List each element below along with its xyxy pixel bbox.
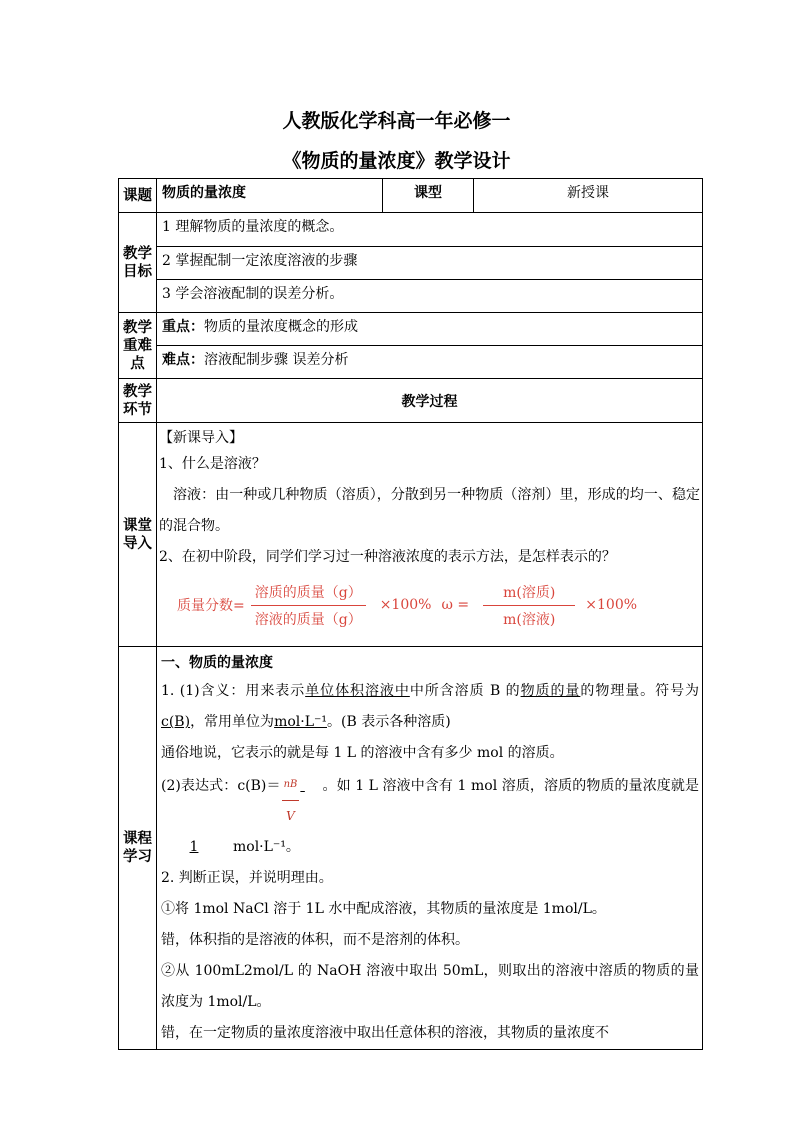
study-label bbox=[119, 647, 157, 1050]
definition-text-c: 的物理量。符号为 bbox=[580, 683, 700, 699]
plain-explanation: 通俗地说，它表示的就是每 1 L 的溶液中含有多少 mol 的溶质。 bbox=[161, 745, 564, 761]
intro-tag: 【新课导入】 bbox=[159, 430, 243, 446]
section-title: 一、物质的量浓度 bbox=[161, 655, 273, 671]
definition-text-d: ，常用单位为 bbox=[190, 714, 275, 730]
blank-value-one: 1 bbox=[189, 839, 199, 855]
difficulty-cell bbox=[157, 346, 703, 379]
document-subtitle: 《物质的量浓度》教学设计 bbox=[282, 150, 511, 172]
times-100-1: ×100% bbox=[379, 597, 432, 613]
objective-item: 2 掌握配制一定浓度溶液的步骤 bbox=[157, 247, 703, 280]
judge-prompt: 2. 判断正误，并说明理由。 bbox=[161, 870, 333, 886]
difficulty-label: 难点： bbox=[162, 352, 204, 368]
statement-1: ①将 1mol NaCl 溶于 1L 水中配成溶液，其物质的量浓度是 1mol/L。 bbox=[161, 901, 606, 917]
topic-value: 物质的量浓度 bbox=[157, 179, 383, 213]
intro-label-text: 课堂导入 bbox=[123, 517, 152, 552]
statement-2: ②从 100mL2mol/L 的 NaOH 溶液中取出 50mL，则取出的溶液中溶质的物质的量浓度为 1mol/L。 bbox=[161, 963, 699, 1010]
objective-item: 3 学会溶液配制的误差分析。 bbox=[157, 280, 703, 313]
term-amount: 物质的量 bbox=[520, 683, 581, 699]
intro-label bbox=[119, 423, 157, 647]
statement-1-answer: 错，体积指的是溶液的体积，而不是溶剂的体积。 bbox=[161, 932, 469, 948]
lesson-type-label: 课型 bbox=[383, 179, 474, 213]
concentration-formula bbox=[159, 573, 700, 637]
difficulty-text: 溶液配制步骤 误差分析 bbox=[204, 352, 349, 368]
mass-fraction-fraction bbox=[251, 582, 366, 629]
key-points-label bbox=[119, 313, 157, 379]
focus-text: 物质的量浓度概念的形成 bbox=[204, 319, 358, 335]
expression-text-c: mol·L⁻¹。 bbox=[233, 839, 300, 855]
fraction-denominator: V bbox=[286, 809, 295, 823]
document-title: 人教版化学科高一年必修一 bbox=[282, 110, 511, 132]
blank-unit-volume: 单位体积溶液中 bbox=[305, 683, 410, 699]
blank-unit: mol·L⁻¹ bbox=[274, 714, 327, 730]
mass-fraction-label: 质量分数= bbox=[177, 598, 245, 614]
objectives-label bbox=[119, 213, 157, 313]
answer-1: 溶液：由一种或几种物质（溶质），分散到另一种物质（溶剂）里，形成的均一、稳定的混合物。 bbox=[159, 487, 700, 534]
study-content bbox=[157, 647, 703, 1050]
solution-mass: 溶液的质量（g） bbox=[254, 611, 362, 628]
blank-symbol: c(B) bbox=[161, 714, 191, 730]
process-heading: 教学过程 bbox=[157, 379, 703, 423]
lesson-type-value: 新授课 bbox=[474, 179, 703, 213]
m-solution: m(溶液) bbox=[503, 611, 556, 628]
nb-over-v-fraction bbox=[282, 769, 300, 832]
topic-label: 课题 bbox=[119, 179, 157, 213]
m-solute: m(溶质) bbox=[483, 582, 575, 606]
process-label bbox=[119, 379, 157, 423]
omega-symbol: ω = bbox=[441, 597, 470, 613]
definition-text-e: 。(B 表示各种溶质) bbox=[327, 714, 451, 730]
focus-label: 重点： bbox=[162, 319, 204, 335]
expression-paragraph bbox=[161, 769, 699, 863]
question-2: 2、在初中阶段，同学们学习过一种溶液浓度的表示方法，是怎样表示的？ bbox=[159, 549, 616, 565]
blank-after-fraction bbox=[300, 771, 322, 802]
definition-paragraph bbox=[161, 676, 699, 738]
definition-text-a: 1. (1)含义：用来表示 bbox=[161, 683, 306, 699]
omega-fraction bbox=[483, 582, 575, 629]
solute-mass: 溶质的质量（g） bbox=[251, 582, 366, 606]
statement-2-answer: 错，在一定物质的量浓度溶液中取出任意体积的溶液，其物质的量浓度不 bbox=[161, 1025, 609, 1041]
definition-text-b: 中所含溶质 B 的 bbox=[409, 683, 521, 699]
expression-text-b: 。如 1 L 溶液中含有 1 mol 溶质，溶质的物质的量浓度就是 bbox=[322, 778, 699, 794]
expression-text-a: (2)表达式：c(B)＝ bbox=[161, 778, 281, 794]
topic-row bbox=[119, 179, 703, 213]
objectives-label-text: 教学目标 bbox=[123, 245, 152, 280]
key-points-label-text: 教学重难点 bbox=[123, 319, 152, 372]
intro-content bbox=[157, 423, 703, 647]
objective-item: 1 理解物质的量浓度的概念。 bbox=[157, 213, 703, 247]
process-label-text: 教学环节 bbox=[123, 383, 152, 418]
fraction-numerator: nB bbox=[282, 769, 300, 801]
lesson-plan-table bbox=[118, 178, 703, 1050]
times-100-2: ×100% bbox=[585, 597, 638, 613]
question-1: 1、什么是溶液？ bbox=[159, 456, 266, 472]
study-label-text: 课程学习 bbox=[123, 831, 152, 865]
focus-cell bbox=[157, 313, 703, 346]
